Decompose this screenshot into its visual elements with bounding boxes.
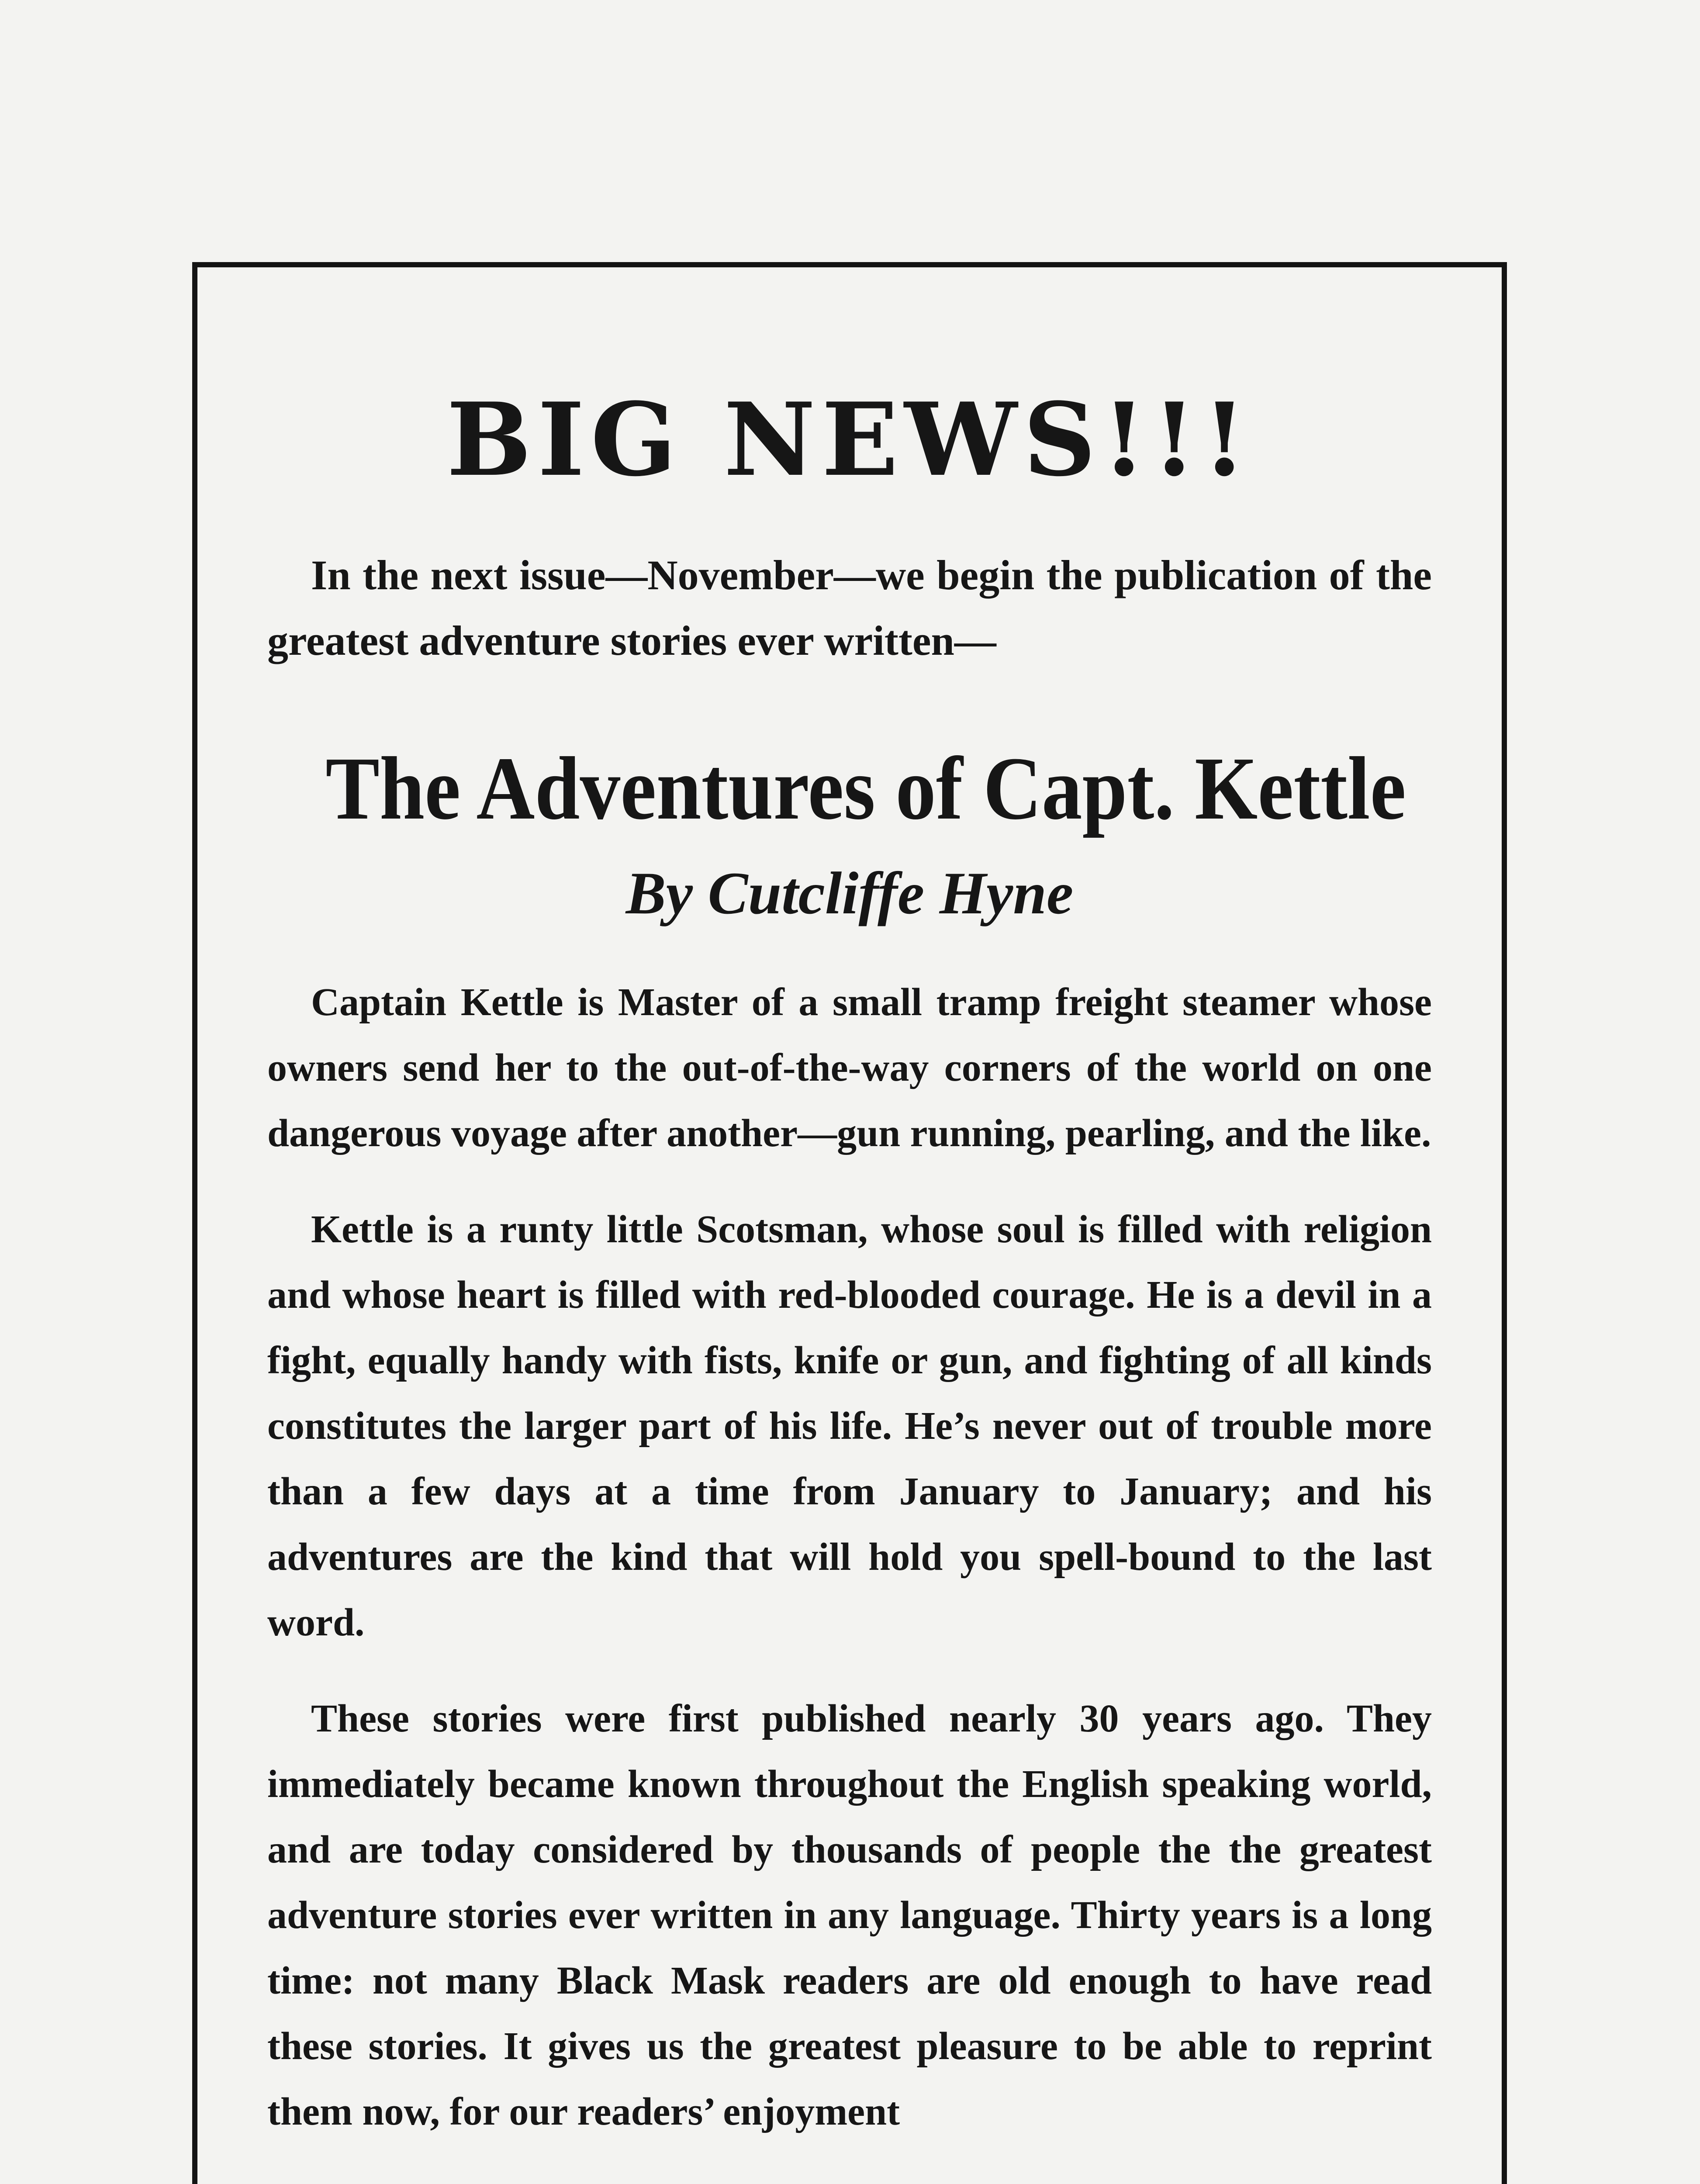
body-paragraph: Kettle is a runty little Scotsman, whose soul is filled with religion and whose heart is filled with red-blooded courage. He is a devil in a fight, equally handy with fists, knife or gun, and fighting of all kinds constitutes the larger part of his life. He’s never out of trouble more than a few days at a time from January to January; and his adventures are the kind that will hold you spell-bound to the last word. — [267, 1208, 1432, 1645]
advertisement-box — [192, 262, 1507, 2184]
body-paragraph: Captain Kettle is Master of a small tramp freight steamer whose owners send her to the out-of-the-way corners of the world on one dangerous voyage after another—gun running, pearling, and the like. — [267, 981, 1432, 1155]
byline: By Cutcliffe Hyne — [625, 859, 1074, 926]
body-paragraph: These stories were first published nearly 30 years ago. They immediately became known throughout the English speaking world, and are today considered by thousands of people the the greatest adventure stories ever written in any language. Thirty years is a long time: not many Black Mask readers are old enough to have read these stories. It gives us the greatest pleasure to be able to reprint them now, for our readers’ enjoyment — [267, 1697, 1432, 2134]
intro-text: In the next issue—November—we begin the publication of the greatest adventure stories ever written— — [267, 552, 1432, 664]
story-title: The Adventures of Capt. Kettle — [325, 738, 1406, 838]
headline: BIG NEWS!!! — [446, 381, 1253, 499]
